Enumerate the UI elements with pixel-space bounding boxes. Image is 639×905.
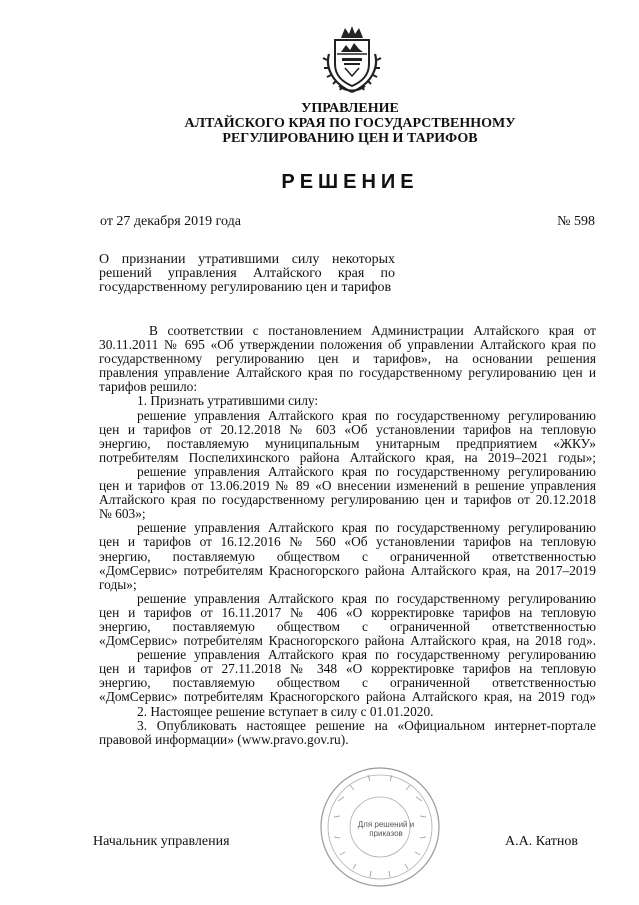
body-line: цен и тарифов от 13.06.2019 № 89 «О внесении изменений в решение управления bbox=[99, 479, 596, 494]
body-line: В соответствии с постановлением Администрации Алтайского края от bbox=[149, 324, 596, 338]
body-line: правовой информации» (www.pravo.gov.ru). bbox=[99, 732, 349, 747]
body-line: энергию, поставляемую обществом с ограниченной ответственностью bbox=[99, 549, 596, 564]
body-line: 30.11.2011 № 695 «Об утверждении положения об управлении Алтайского края по bbox=[99, 338, 596, 353]
list-item-2: 2. Настоящее решение вступает в силу с 01.01.2020. bbox=[137, 704, 434, 719]
body-line: государственному регулированию цен и тарифов», на основании решения bbox=[99, 352, 596, 367]
body-line: решение управления Алтайского края по государственному регулированию bbox=[137, 591, 596, 606]
signer-position: Начальник управления bbox=[93, 834, 230, 849]
signer-name: А.А. Катнов bbox=[505, 834, 578, 849]
body-line: энергию, поставляемую обществом с ограниченной ответственностью bbox=[99, 676, 596, 691]
body-line: Алтайского края по государственному регулированию цен и тарифов от 20.12.2018 bbox=[99, 493, 596, 508]
body-line: решение управления Алтайского края по государственному регулированию bbox=[137, 521, 596, 536]
body-line: правления управление Алтайского края по государственному регулированию цен и bbox=[99, 366, 596, 381]
issuing-authority bbox=[150, 101, 550, 146]
org-line: РЕГУЛИРОВАНИЮ ЦЕН И ТАРИФОВ bbox=[222, 131, 478, 146]
body-line: энергию, поставляемую муниципальным унитарным предприятием «ЖКУ» bbox=[99, 436, 596, 451]
document-type-title: РЕШЕНИЕ bbox=[281, 171, 419, 193]
body-line: цен и тарифов от 27.11.2018 № 348 «О корректировке тарифов на тепловую bbox=[99, 662, 596, 677]
list-item-1: 1. Признать утратившими силу: bbox=[137, 394, 319, 409]
document-date: от 27 декабря 2019 года bbox=[100, 214, 241, 229]
coat-of-arms-icon bbox=[319, 24, 385, 96]
org-line: АЛТАЙСКОГО КРАЯ ПО ГОСУДАРСТВЕННОМУ bbox=[184, 116, 516, 131]
body-line: потребителям Поспелихинского района Алтайского края, на 2019–2021 годы»; bbox=[99, 450, 596, 465]
document-subject bbox=[99, 253, 395, 295]
body-line: цен и тарифов от 16.12.2016 № 560 «Об установлении тарифов на тепловую bbox=[99, 535, 596, 550]
subject-line: О признании утратившими силу некоторых bbox=[99, 252, 395, 267]
body-line: решение управления Алтайского края по государственному регулированию bbox=[137, 408, 596, 423]
body-line: цен и тарифов от 20.12.2018 № 603 «Об установлении тарифов на тепловую bbox=[99, 422, 596, 437]
body-line: «ДомСервис» потребителям Красногорского района Алтайского края, на 2018 год». bbox=[99, 634, 596, 649]
body-line: решение управления Алтайского края по государственному регулированию bbox=[137, 648, 596, 663]
body-line: № 603»; bbox=[99, 507, 146, 522]
stamp-caption: Для решений и приказов bbox=[357, 820, 415, 838]
body-line: тарифов решило: bbox=[99, 380, 198, 395]
list-item-3: 3. Опубликовать настоящее решение на «Официальном интернет-портале bbox=[137, 718, 596, 733]
subject-line: государственному регулированию цен и тарифов bbox=[99, 280, 392, 295]
body-line: энергию, поставляемую обществом с ограниченной ответственностью bbox=[99, 619, 596, 634]
body-line: «ДомСервис» потребителям Красногорского района Алтайского края, на 2017–2019 bbox=[99, 563, 596, 578]
body-line: решение управления Алтайского края по государственному регулированию bbox=[137, 464, 596, 479]
body-line: цен и тарифов от 16.11.2017 № 406 «О корректировке тарифов на тепловую bbox=[99, 605, 596, 620]
org-line: УПРАВЛЕНИЕ bbox=[301, 101, 399, 116]
document-body bbox=[99, 324, 596, 747]
document-number: № 598 bbox=[557, 214, 595, 229]
body-line: годы»; bbox=[99, 577, 137, 592]
subject-line: решений управления Алтайского края по bbox=[99, 266, 395, 281]
body-line: «ДомСервис» потребителям Красногорского района Алтайского края, на 2019 год» bbox=[99, 690, 596, 705]
